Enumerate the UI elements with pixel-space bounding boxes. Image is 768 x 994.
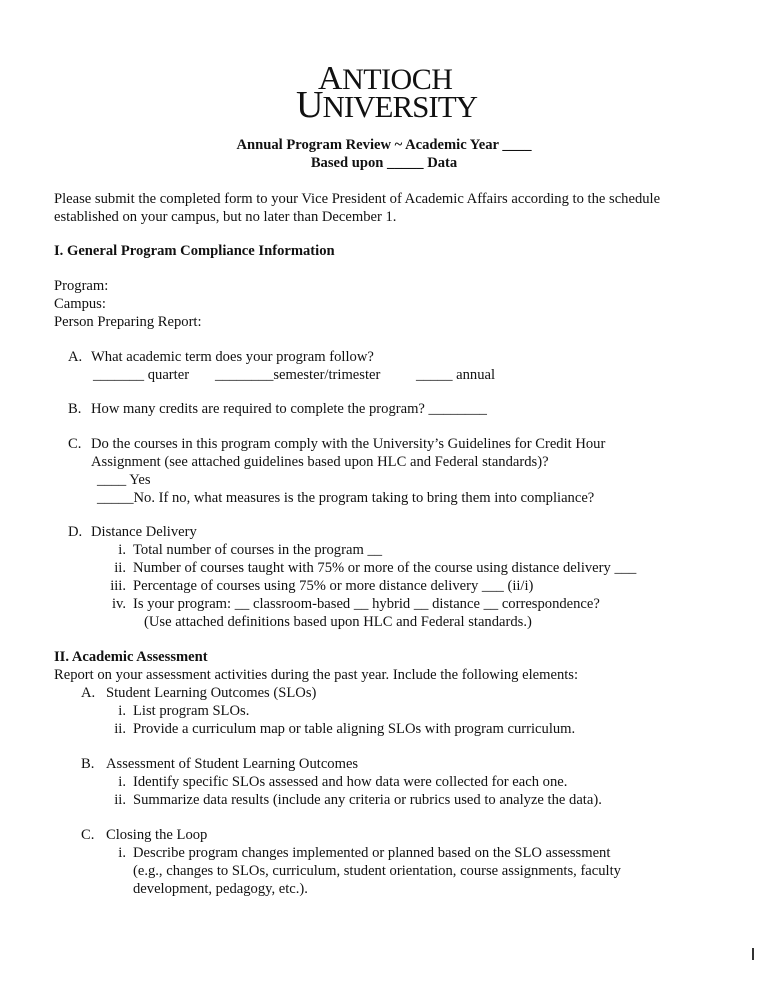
- term-quarter-option: _______ quarter: [93, 367, 190, 383]
- document-title: Annual Program Review ~ Academic Year ____: [236, 137, 532, 153]
- d-item-percentage: Percentage of courses using 75% or more distance delivery ___ (ii/i): [133, 578, 534, 594]
- item-a-marker: A.: [68, 349, 83, 365]
- intro-line-2: established on your campus, but no later than December 1.: [54, 209, 397, 225]
- s2-c-describe-line-3: development, pedagogy, etc.).: [133, 881, 308, 897]
- term-annual-option: _____ annual: [416, 367, 496, 383]
- logo-line-university: UNIVERSITY: [296, 84, 478, 126]
- section-2-heading: II. Academic Assessment: [54, 649, 208, 665]
- s2-a-list-slos: List program SLOs.: [133, 703, 250, 719]
- s2-b-item-num: i.: [118, 774, 126, 790]
- field-program-label: Program:: [54, 278, 109, 294]
- item-b-question: How many credits are required to complete the program? ________: [91, 401, 487, 417]
- s2-b-item-num: ii.: [114, 792, 126, 808]
- d-item-note: (Use attached definitions based upon HLC and Federal standards.): [144, 614, 532, 630]
- compliance-yes-option: ____ Yes: [97, 472, 151, 488]
- item-c-line-1: Do the courses in this program comply with the University’s Guidelines for Credit Hour: [91, 436, 606, 452]
- s2-a-item-num: i.: [118, 703, 126, 719]
- item-c-marker: C.: [68, 436, 82, 452]
- s2-b-identify-slos: Identify specific SLOs assessed and how data were collected for each one.: [133, 774, 568, 790]
- s2-item-b-title: Assessment of Student Learning Outcomes: [106, 756, 359, 772]
- field-campus-label: Campus:: [54, 296, 106, 312]
- s2-item-c-marker: C.: [81, 827, 95, 843]
- term-semester-option: ________semester/trimester: [215, 367, 381, 383]
- s2-item-b-marker: B.: [81, 756, 95, 772]
- item-d-marker: D.: [68, 524, 83, 540]
- item-d-title: Distance Delivery: [91, 524, 197, 540]
- d-item-num: iii.: [110, 578, 126, 594]
- logo-line-antioch: ANTIOCH: [318, 60, 453, 97]
- s2-a-curriculum-map: Provide a curriculum map or table aligning SLOs with program curriculum.: [133, 721, 576, 737]
- s2-c-describe-line-1: Describe program changes implemented or planned based on the SLO assessment: [133, 845, 611, 861]
- s2-item-a-title: Student Learning Outcomes (SLOs): [106, 685, 317, 701]
- item-b-marker: B.: [68, 401, 82, 417]
- s2-b-summarize-data: Summarize data results (include any criteria or rubrics used to analyze the data).: [133, 792, 602, 808]
- section-1-heading: I. General Program Compliance Information: [54, 243, 335, 259]
- s2-item-a-marker: A.: [81, 685, 96, 701]
- item-c-line-2: Assignment (see attached guidelines based upon HLC and Federal standards)?: [91, 454, 549, 470]
- d-item-total-courses: Total number of courses in the program __: [133, 542, 383, 558]
- d-item-num: ii.: [114, 560, 126, 576]
- intro-line-1: Please submit the completed form to your Vice President of Academic Affairs according to the schedule: [54, 191, 661, 207]
- page-number: [752, 948, 754, 960]
- antioch-university-logo: [296, 60, 478, 126]
- d-item-distance-courses: Number of courses taught with 75% or more of the course using distance delivery ___: [133, 560, 637, 576]
- item-a-question: What academic term does your program follow?: [91, 349, 374, 365]
- s2-item-c-title: Closing the Loop: [106, 827, 208, 843]
- section-2-intro: Report on your assessment activities during the past year. Include the following elements:: [54, 667, 579, 683]
- s2-c-describe-line-2: (e.g., changes to SLOs, curriculum, student orientation, course assignments, faculty: [133, 863, 621, 879]
- s2-a-item-num: ii.: [114, 721, 126, 737]
- s2-c-item-num: i.: [118, 845, 126, 861]
- d-item-num: iv.: [111, 596, 126, 612]
- document-subtitle: Based upon _____ Data: [310, 155, 458, 171]
- d-item-num: i.: [118, 542, 126, 558]
- field-person-label: Person Preparing Report:: [54, 314, 202, 330]
- compliance-no-option: _____No. If no, what measures is the program taking to bring them into compliance?: [97, 490, 595, 506]
- d-item-program-type: Is your program: __ classroom-based __ hybrid __ distance __ correspondence?: [133, 596, 600, 612]
